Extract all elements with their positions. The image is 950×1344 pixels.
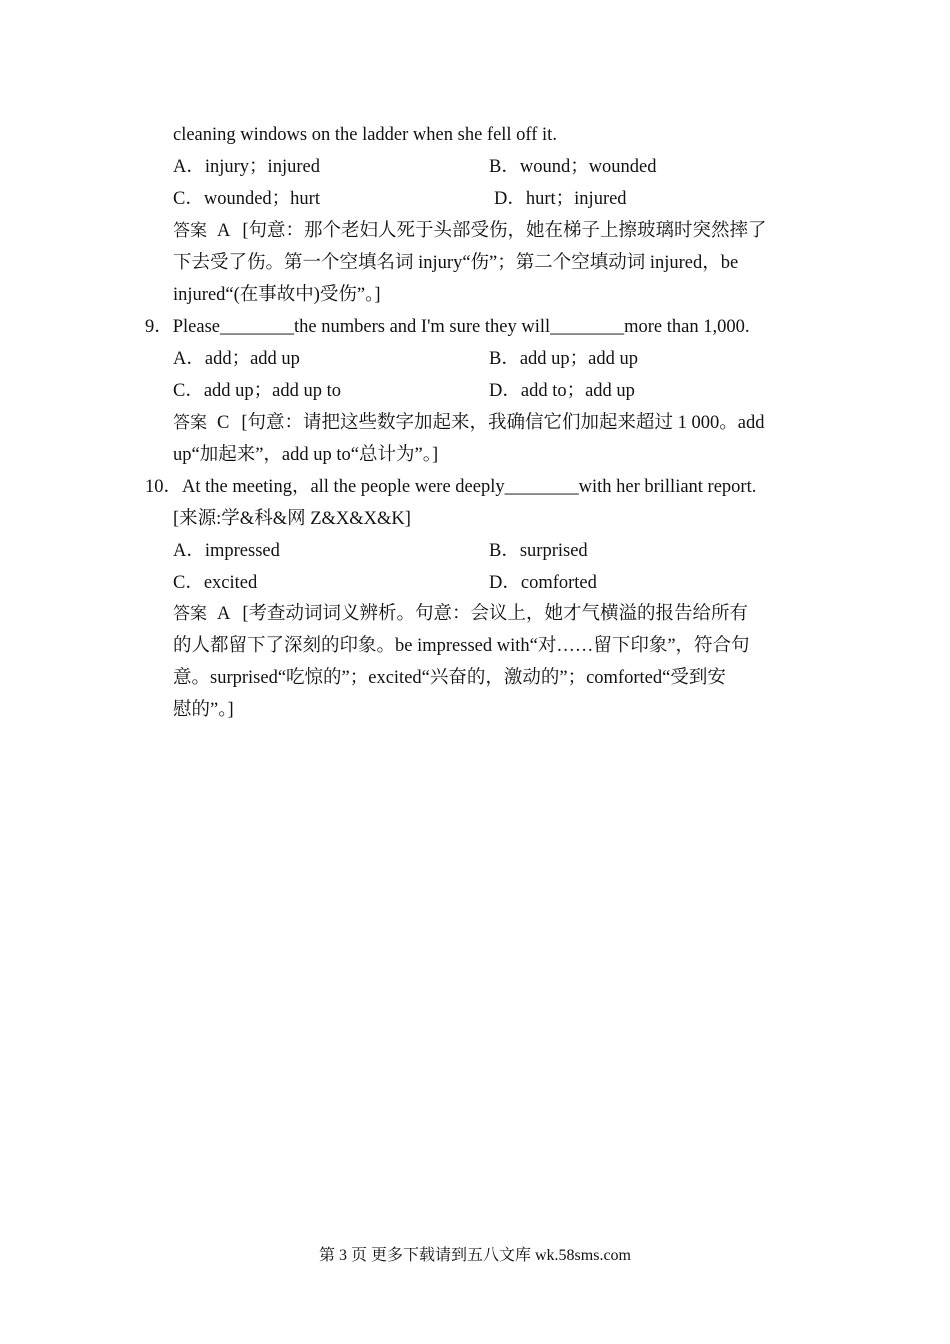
q9-option-b: B．add up；add up xyxy=(489,349,639,369)
q8-continuation: cleaning windows on the ladder when she fell off it. xyxy=(173,125,557,145)
answer-label: 答案 xyxy=(173,413,207,433)
q9-option-d: D．add to；add up xyxy=(489,381,635,401)
answer-explanation-line: [考查动词词义辨析。句意：会议上，她才气横溢的报告给所有 xyxy=(242,604,749,624)
q8-answer xyxy=(173,219,767,243)
q10-option-d: D．comforted xyxy=(489,573,597,593)
answer-explanation-line: [句意：那个老妇人死于头部受伤，她在梯子上擦玻璃时突然摔了 xyxy=(242,221,767,241)
q10-option-c: C．excited xyxy=(173,573,258,593)
q10-source: [来源:学&科&网 Z&X&X&K] xyxy=(173,509,411,529)
answer-explanation-line: 慰的”。] xyxy=(173,700,234,720)
q9-option-a: A．add；add up xyxy=(173,349,300,369)
q9-stem: 9．Please________the numbers and I'm sure they will________more than 1,000. xyxy=(145,317,750,337)
answer-explanation-line: [句意：请把这些数字加起来，我确信它们加起来超过 1 000。add xyxy=(241,413,765,433)
q10-option-a: A．impressed xyxy=(173,541,280,561)
answer-key: C xyxy=(217,413,230,433)
answer-key: A xyxy=(217,604,231,624)
q8-option-c: C．wounded；hurt xyxy=(173,189,320,209)
q10-option-b: B．surprised xyxy=(489,541,588,561)
answer-explanation-line: up“加起来”，add up to“总计为”。] xyxy=(173,445,439,465)
answer-explanation-line: 的人都留下了深刻的印象。be impressed with“对……留下印象”，符合句 xyxy=(173,636,750,656)
q10-answer xyxy=(173,602,748,626)
q9-answer xyxy=(173,411,764,435)
answer-explanation-line: 意。surprised“吃惊的”；excited“兴奋的，激动的”；comforted“受到安 xyxy=(173,668,726,688)
q8-option-d: D．hurt；injured xyxy=(494,189,627,209)
page-footer: 第 3 页 更多下载请到五八文库 wk.58sms.com xyxy=(318,1247,631,1264)
q8-option-a: A．injury；injured xyxy=(173,157,320,177)
answer-label: 答案 xyxy=(173,604,207,624)
q10-stem: 10．At the meeting，all the people were deeply________with her brilliant report. xyxy=(145,477,757,497)
answer-key: A xyxy=(217,221,231,241)
answer-explanation-line: injured“(在事故中)受伤”。] xyxy=(173,285,381,305)
q8-option-b: B．wound；wounded xyxy=(489,157,657,177)
answer-explanation-line: 下去受了伤。第一个空填名词 injury“伤”；第二个空填动词 injured，be xyxy=(173,253,739,273)
answer-label: 答案 xyxy=(173,221,207,241)
q9-option-c: C．add up；add up to xyxy=(173,381,342,401)
